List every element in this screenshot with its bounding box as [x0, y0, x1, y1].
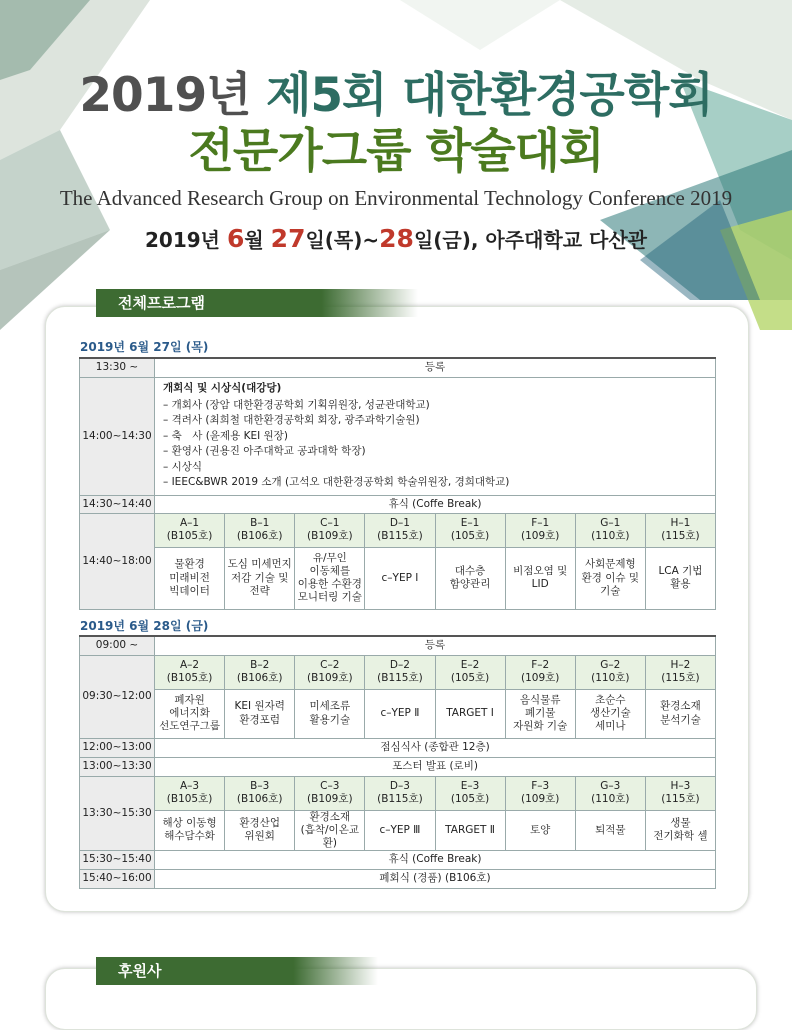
- room-cell: F–1 (109호): [505, 513, 575, 547]
- topic-cell: 초순수 생산기술 세미나: [575, 689, 645, 738]
- room-cell: E–2 (105호): [435, 655, 505, 689]
- room-cell: F–3 (109호): [505, 776, 575, 810]
- list-item: – 축 사 (윤제용 KEI 원장): [163, 429, 288, 442]
- opening-ceremony: 개회식 및 시상식(대강당) – 개회사 (장암 대한환경공학회 기획위원장, 성균관대학교) – 격려사 (최희철 대한환경공학회 회장, 광주과학기술원) – 축 사 (윤제용 KEI 원장) – 환영사 (권용진 아주대학교 공과대학 학장) – 시상식 – IEEC&BWR 2019 소개 (고석오 대한환경공학회 학술위원장, 경희대학교): [155, 377, 716, 495]
- room-cell: A–2 (B105호): [155, 655, 225, 689]
- section-title-sponsor: 후원사: [96, 957, 378, 985]
- topic-cell: TARGET Ⅱ: [435, 810, 505, 850]
- date-venue: 2019년 6월 27일(목)~28일(금), 아주대학교 다산관: [145, 224, 647, 253]
- day2-schedule-table: [79, 635, 716, 889]
- list-item: – 시상식: [163, 460, 203, 473]
- topic-cell: 사회문제형 환경 이슈 및 기술: [575, 547, 645, 609]
- table-row: [80, 810, 716, 850]
- topic-cell: 비점오염 및 LID: [505, 547, 575, 609]
- topic-cell: 음식물류 폐기물 자원화 기술: [505, 689, 575, 738]
- list-item: – IEEC&BWR 2019 소개 (고석오 대한환경공학회 학술위원장, 경희대학교): [163, 476, 510, 489]
- topic-cell: LCA 기법 활용: [645, 547, 715, 609]
- room-cell: A–1 (B105호): [155, 513, 225, 547]
- room-cell: B–3 (B106호): [225, 776, 295, 810]
- table-row: 14:00~14:30 개회식 및 시상식(대강당) – 개회사 (장암 대한환경공학회 기획위원장, 성균관대학교) – 격려사 (최희철 대한환경공학회 회장, 광주과학기술원) – 축 사 (윤제용 KEI 원장) – 환영사 (권용진 아주대학교 공과대학 학장) – 시상식 – IEEC&BWR 2019 소개 (고석오 대한환경공학회 학술위원장, 경희대학교): [80, 377, 716, 495]
- table-row: 13:00~13:30 포스터 발표 (로비): [80, 757, 716, 776]
- topic-cell: 환경소재 (흡착/이온교환): [295, 810, 365, 850]
- table-row: 09:30~12:00 A–2 (B105호) B–2 (B106호) C–2 (B109호) D–2 (B115호) E–2 (105호) F–2 (109호) G–2 (110호) H–2 (115호): [80, 655, 716, 689]
- table-row: 13:30~15:30 A–3 (B105호) B–3 (B106호) C–3 (B109호) D–3 (B115호) E–3 (105호) F–3 (109호) G–3 (110호) H–3 (115호): [80, 776, 716, 810]
- room-cell: H–2 (115호): [645, 655, 715, 689]
- day1-label: 2019년 6월 27일 (목): [80, 340, 209, 354]
- day2-label: 2019년 6월 28일 (금): [80, 619, 209, 633]
- list-item: – 개회사 (장암 대한환경공학회 기획위원장, 성균관대학교): [163, 398, 430, 411]
- topic-cell: 미세조류 활용기술: [295, 689, 365, 738]
- table-row: 15:30~15:40 휴식 (Coffe Break): [80, 850, 716, 869]
- room-cell: G–3 (110호): [575, 776, 645, 810]
- topic-cell: 퇴적물: [575, 810, 645, 850]
- room-cell: C–3 (B109호): [295, 776, 365, 810]
- room-cell: A–3 (B105호): [155, 776, 225, 810]
- english-subtitle: The Advanced Research Group on Environmental Technology Conference 2019: [59, 186, 733, 210]
- room-cell: H–1 (115호): [645, 513, 715, 547]
- topic-cell: c–YEP Ⅲ: [365, 810, 435, 850]
- topic-cell: TARGET Ⅰ: [435, 689, 505, 738]
- room-cell: F–2 (109호): [505, 655, 575, 689]
- table-row: 14:30~14:40 휴식 (Coffe Break): [80, 495, 716, 513]
- main-title-line1: 2019년 제5회 대한환경공학회: [79, 68, 713, 123]
- table-row: 12:00~13:00 점심식사 (종합관 12층): [80, 738, 716, 757]
- topic-cell: 토양: [505, 810, 575, 850]
- list-item: – 격려사 (최희철 대한환경공학회 회장, 광주과학기술원): [163, 414, 420, 427]
- topic-cell: 물환경 미래비전 빅데이터: [155, 547, 225, 609]
- table-row: 09:00 ~ 등록: [80, 636, 716, 655]
- topic-cell: 해상 이동형 해수담수화: [155, 810, 225, 850]
- topic-cell: c–YEP Ⅱ: [365, 689, 435, 738]
- table-row: [80, 689, 716, 738]
- table-row: 13:30 ~ 등록: [80, 358, 716, 377]
- topic-cell: 환경소재 분석기술: [645, 689, 715, 738]
- topic-cell: c–YEP Ⅰ: [365, 547, 435, 609]
- room-cell: G–1 (110호): [575, 513, 645, 547]
- table-row: 14:40~18:00 A–1 (B105호) B–1 (B106호) C–1 (B109호) D–1 (B115호) E–1 (105호) F–1 (109호) G–1 (110호) H–1 (115호): [80, 513, 716, 547]
- room-cell: D–3 (B115호): [365, 776, 435, 810]
- room-cell: D–1 (B115호): [365, 513, 435, 547]
- topic-cell: 생물 전기화학 셀: [645, 810, 715, 850]
- topic-cell: 유/무인 이동체를 이용한 수환경 모니터링 기술: [295, 547, 365, 609]
- room-cell: D–2 (B115호): [365, 655, 435, 689]
- room-cell: E–1 (105호): [435, 513, 505, 547]
- topic-cell: 도심 미세먼지 저감 기술 및 전략: [225, 547, 295, 609]
- topic-cell: 대수층 함양관리: [435, 547, 505, 609]
- room-cell: B–1 (B106호): [225, 513, 295, 547]
- main-title-line2: 전문가그룹 학술대회: [188, 124, 604, 179]
- room-cell: C–2 (B109호): [295, 655, 365, 689]
- topic-cell: 환경산업 위원회: [225, 810, 295, 850]
- table-row: 15:40~16:00 폐회식 (경품) (B106호): [80, 869, 716, 888]
- room-cell: B–2 (B106호): [225, 655, 295, 689]
- room-cell: C–1 (B109호): [295, 513, 365, 547]
- room-cell: E–3 (105호): [435, 776, 505, 810]
- list-item: – 환영사 (권용진 아주대학교 공과대학 학장): [163, 445, 366, 458]
- table-row: [80, 547, 716, 609]
- topic-cell: KEI 원자력 환경포럼: [225, 689, 295, 738]
- section-title-program: 전체프로그램: [96, 289, 418, 317]
- room-cell: G–2 (110호): [575, 655, 645, 689]
- topic-cell: 폐자원 에너지화 선도연구그룹: [155, 689, 225, 738]
- day1-schedule-table: [79, 357, 716, 610]
- room-cell: H–3 (115호): [645, 776, 715, 810]
